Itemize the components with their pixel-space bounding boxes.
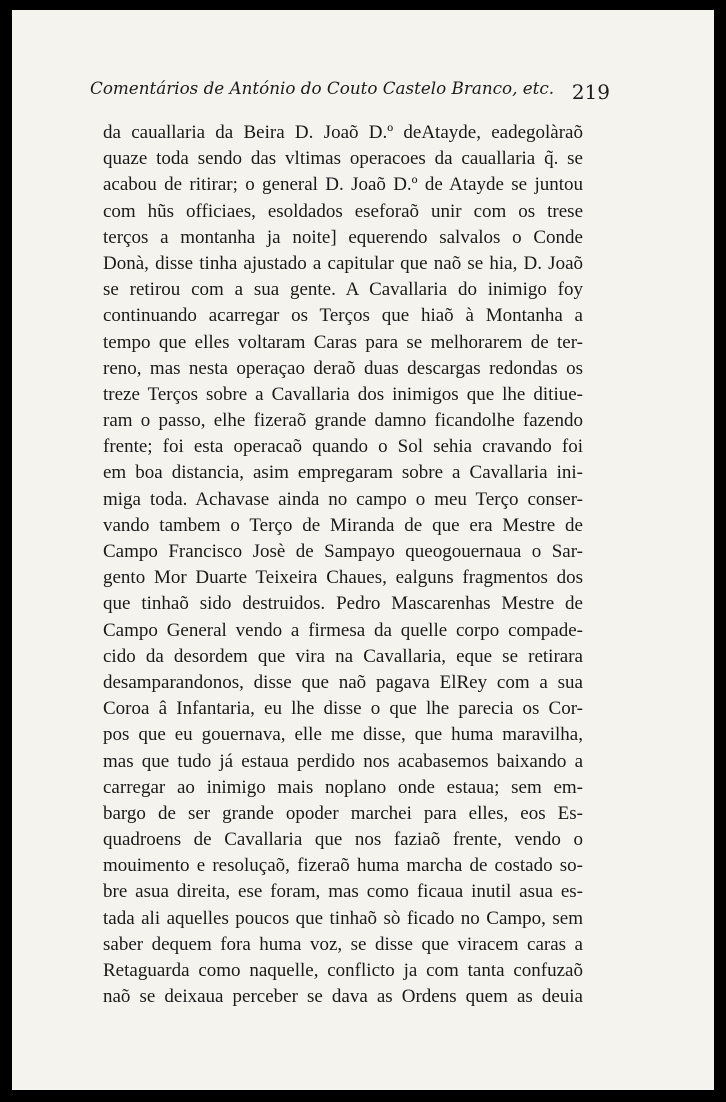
text-line: saber dequem fora huma voz, se disse que viracem caras a bbox=[103, 933, 583, 955]
text-line: naõ se deixaua perceber se dava as Ordens quem as deuia bbox=[103, 986, 583, 1008]
text-line: continuando acarregar os Terços que hiaõ à Montanha a bbox=[103, 305, 583, 327]
text-line: em boa distancia, asim empregaram sobre a Cavallaria ini- bbox=[103, 462, 583, 484]
text-line: vando tambem o Terço de Miranda de que era Mestre de bbox=[103, 514, 583, 536]
text-line: bre asua direita, ese foram, mas como ficaua inutil asua es- bbox=[103, 881, 583, 903]
page-number: 219 bbox=[571, 80, 610, 104]
text-line: cido da desordem que vira na Cavallaria, eque se retirara bbox=[103, 645, 583, 667]
text-line: com hũs officiaes, esoldados eseforaõ unir com os trese bbox=[103, 200, 583, 222]
text-line: gento Mor Duarte Teixeira Chaues, ealguns fragmentos dos bbox=[103, 567, 583, 589]
book-page bbox=[12, 10, 714, 1090]
text-line: desamparandonos, disse que naõ pagava ElRey com a sua bbox=[103, 671, 583, 693]
text-line: da cauallaria da Beira D. Joaõ D.º deAtayde, eadegolàraõ bbox=[103, 122, 583, 143]
text-line: Campo General vendo a firmesa da quelle corpo compade- bbox=[103, 619, 583, 641]
text-line: quadroens de Cavallaria que nos faziaõ frente, vendo o bbox=[103, 829, 583, 851]
running-header bbox=[90, 78, 610, 108]
body-text bbox=[103, 120, 583, 1010]
text-line: tempo que elles voltaram Caras para se melhorarem de ter- bbox=[103, 331, 583, 353]
text-line: carregar ao inimigo mais noplano onde estaua; sem em- bbox=[103, 776, 583, 798]
text-line: se retirou com a sua gente. A Cavallaria do inimigo foy bbox=[103, 279, 583, 301]
text-line: pos que eu gouernava, elle me disse, que huma maravilha, bbox=[103, 724, 583, 746]
text-line: que tinhaõ sido destruidos. Pedro Mascarenhas Mestre de bbox=[103, 593, 583, 615]
text-line: Retaguarda como naquelle, conflicto ja com tanta confuzaõ bbox=[103, 960, 583, 981]
text-line: Donà, disse tinha ajustado a capitular que naõ se hia, D. Joaõ bbox=[103, 252, 583, 274]
text-line: reno, mas nesta operaçao deraõ duas descargas redondas os bbox=[103, 357, 583, 379]
text-line: bargo de ser grande opoder marchei para elles, eos Es- bbox=[103, 802, 583, 824]
text-line: treze Terços sobre a Cavallaria dos inimigos que lhe ditiue- bbox=[103, 383, 583, 405]
text-line: ram o passo, elhe fizeraõ grande damno ficandolhe fazendo bbox=[103, 410, 583, 432]
text-line: tada ali aquelles poucos que tinhaõ sò ficado no Campo, sem bbox=[103, 907, 583, 929]
text-line: mas que tudo já estaua perdido nos acabasemos baixando a bbox=[103, 750, 583, 772]
text-line: acabou de ritirar; o general D. Joaõ D.º de Atayde se juntou bbox=[103, 174, 583, 196]
header-title: Comentários de António do Couto Castelo Branco, etc. bbox=[90, 78, 555, 98]
text-line: quaze toda sendo das vltimas operacoes da cauallaria q̃. se bbox=[103, 148, 583, 170]
text-line: miga toda. Achavase ainda no campo o meu Terço conser- bbox=[103, 488, 583, 510]
text-line: mouimento e resoluçaõ, fizeraõ huma marcha de costado so- bbox=[103, 855, 583, 877]
text-line: frente; foi esta operacaõ quando o Sol sehia cravando foi bbox=[103, 436, 583, 458]
text-line: terços a montanha ja noite] equerendo salvalos o Conde bbox=[103, 226, 583, 248]
text-line: Coroa â Infantaria, eu lhe disse o que lhe parecia os Cor- bbox=[103, 698, 583, 720]
text-line: Campo Francisco Josè de Sampayo queogouernaua o Sar- bbox=[103, 541, 583, 562]
